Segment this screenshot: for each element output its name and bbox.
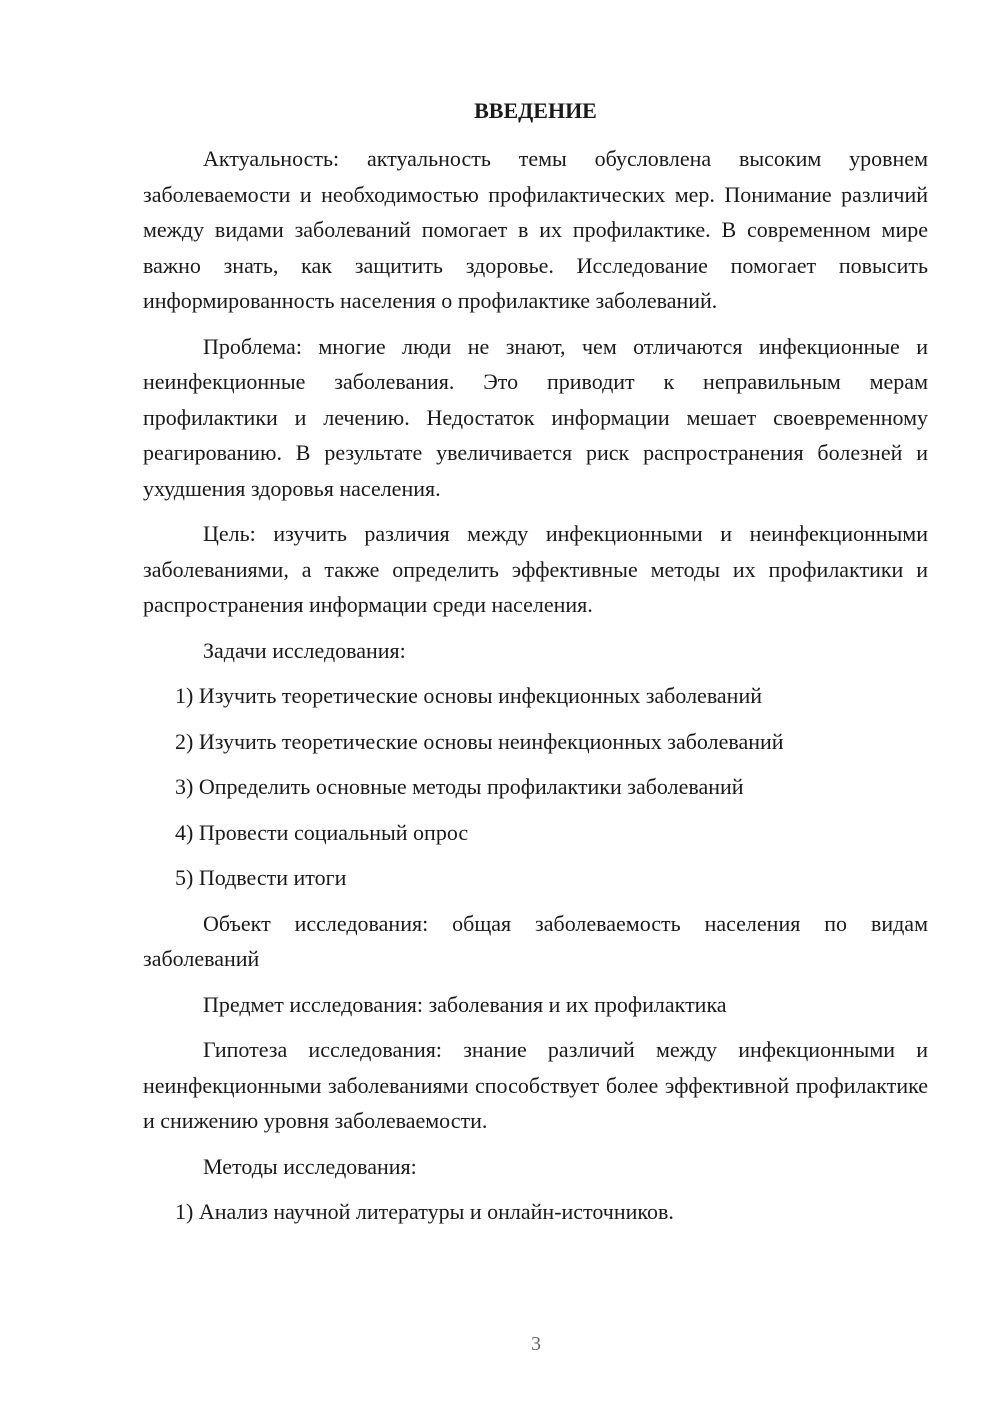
task-item-2: 2) Изучить теоретические основы неинфекционных заболеваний xyxy=(175,728,784,754)
relevance-paragraph: Актуальность: актуальность темы обусловлена высоким уровнем заболеваемости и необходимостью профилактических мер. Понимание различий между видами заболеваний помогает в их профилактике. В современном мире важно знать, как защитить здоровье. Исследование помогает повысить информированность населения о профилактике заболеваний. xyxy=(143,146,928,313)
subject-paragraph: Предмет исследования: заболевания и их профилактика xyxy=(203,991,727,1017)
goal-paragraph: Цель: изучить различия между инфекционными и неинфекционными заболеваниями, а также определить эффективные методы их профилактики и распространения информации среди населения. xyxy=(143,521,928,617)
tasks-heading: Задачи исследования: xyxy=(203,637,406,663)
page-number: 3 xyxy=(531,1333,541,1355)
task-item-4: 4) Провести социальный опрос xyxy=(175,819,469,845)
task-item-5: 5) Подвести итоги xyxy=(175,865,347,890)
methods-list xyxy=(143,1194,928,1230)
method-item-1: 1) Анализ научной литературы и онлайн-источников. xyxy=(175,1199,674,1224)
section-heading: ВВЕДЕНИЕ xyxy=(474,98,597,123)
task-item-1: 1) Изучить теоретические основы инфекционных заболеваний xyxy=(175,683,762,708)
tasks-list xyxy=(143,678,928,896)
methods-heading: Методы исследования: xyxy=(203,1153,417,1179)
task-item-3: 3) Определить основные методы профилактики заболеваний xyxy=(175,774,744,799)
problem-paragraph: Проблема: многие люди не знают, чем отличаются инфекционные и неинфекционные заболевания. Это приводит к неправильным мерам профилактики и лечению. Недостаток информации мешает своевременному реагированию. В результате увеличивается риск распространения болезней и ухудшения здоровья населения. xyxy=(143,333,928,501)
body-text xyxy=(143,141,928,1240)
hypothesis-paragraph: Гипотеза исследования: знание различий между инфекционными и неинфекционными заболеваниями способствует более эффективной профилактике и снижению уровня заболеваемости. xyxy=(143,1037,928,1133)
object-paragraph: Объект исследования: общая заболеваемость населения по видам заболеваний xyxy=(143,910,928,971)
